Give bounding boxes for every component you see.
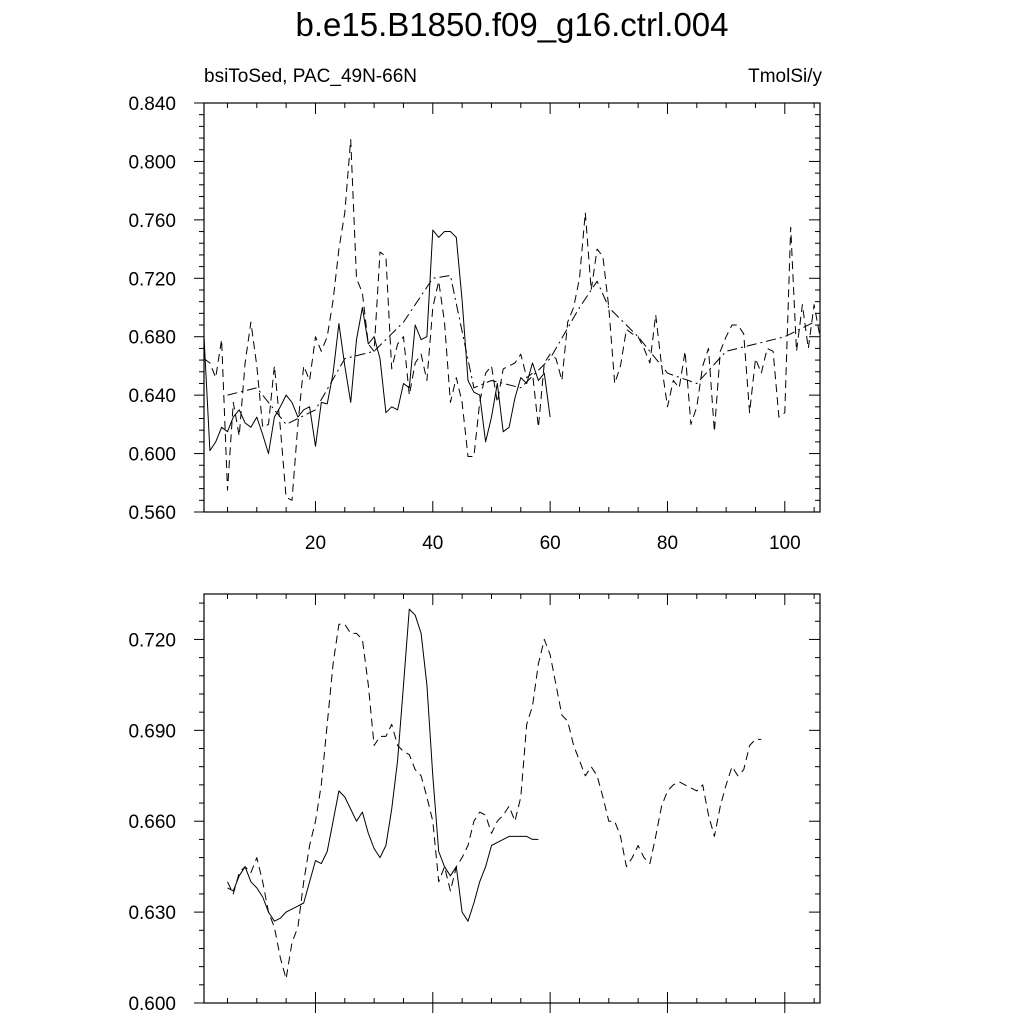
top-x-tick-label: 80 (656, 533, 679, 554)
bottom-y-tick-label: 0.600 (128, 994, 176, 1015)
top-y-tick-label: 0.560 (128, 503, 176, 524)
top-y-tick-label: 0.840 (128, 94, 176, 115)
bottom-y-tick-label: 0.630 (128, 903, 176, 925)
bottom-y-tick-label: 0.720 (128, 630, 176, 652)
top-series-dashdot-line (228, 275, 815, 424)
bottom-y-tick-label: 0.660 (128, 812, 176, 834)
top-y-tick-label: 0.760 (128, 210, 176, 232)
bottom-panel (128, 594, 820, 1015)
top-x-tick-label: 40 (422, 533, 444, 554)
chart-title: b.e15.B1850.f09_g16.ctrl.004 (295, 6, 729, 43)
top-series-dashed-line (204, 140, 820, 501)
bottom-series-solid-line (228, 609, 539, 921)
top-series-solid-line (204, 230, 550, 454)
bottom-y-tick-label: 0.690 (128, 721, 176, 743)
top-y-tick-label: 0.800 (128, 152, 176, 174)
top-x-tick-label: 60 (539, 533, 561, 554)
top-y-tick-label: 0.640 (128, 386, 176, 408)
top-panel (128, 94, 820, 554)
top-y-tick-label: 0.720 (128, 269, 176, 291)
bottom-plot-frame (204, 594, 820, 1003)
top-x-tick-label: 100 (768, 533, 801, 554)
top-y-tick-label: 0.600 (128, 444, 176, 466)
units-label: TmolSi/y (748, 66, 822, 87)
variable-label: bsiToSed, PAC_49N-66N (204, 66, 417, 87)
top-y-tick-label: 0.680 (128, 327, 176, 349)
top-plot-frame (204, 103, 820, 512)
top-x-tick-label: 20 (304, 533, 327, 554)
bottom-series-dashed-line (228, 624, 762, 979)
